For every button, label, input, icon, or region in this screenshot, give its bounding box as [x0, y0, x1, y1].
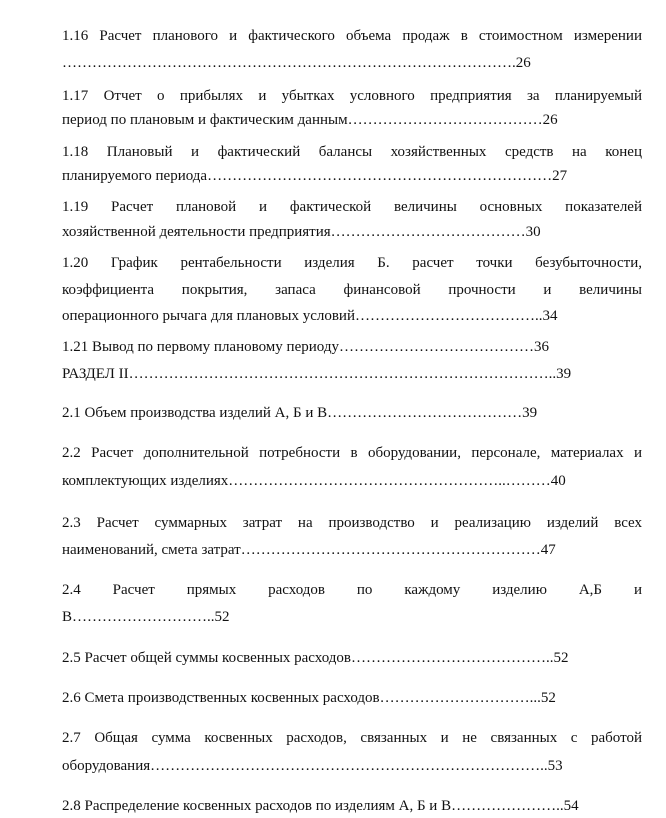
toc-line: ……………………………………………………………………………….26: [62, 55, 531, 71]
toc-line: планируемого периода……………………………………………………………27: [62, 168, 568, 184]
toc-line: 2.3 Расчет суммарных затрат на производство и реализацию изделий всех: [62, 515, 642, 531]
toc-line: 1.19 Расчет плановой и фактической величины основных показателей: [62, 199, 642, 215]
toc-line: В………………………..52: [62, 609, 230, 625]
toc-line: 2.5 Расчет общей суммы косвенных расходов…………………………………..52: [62, 650, 569, 666]
toc-line: 1.18 Плановый и фактический балансы хозяйственных средств на конец: [62, 144, 642, 160]
toc-line: хозяйственной деятельности предприятия…………………………………30: [62, 224, 541, 240]
toc-line: 1.20 График рентабельности изделия Б. расчет точки безубыточности,: [62, 255, 642, 271]
toc-line: РАЗДЕЛ II…………………………………………………………………………..39: [62, 366, 572, 382]
toc-line: период по плановым и фактическим данным…………………………………26: [62, 112, 558, 128]
toc-line: коэффициента покрытия, запаса финансовой прочности и величины: [62, 282, 642, 298]
toc-line: 2.4 Расчет прямых расходов по каждому изделию А,Б и: [62, 582, 642, 598]
toc-line: оборудования……………………………………………………………………..53: [62, 758, 563, 774]
toc-line: 2.8 Распределение косвенных расходов по изделиям А, Б и В…………………..54: [62, 798, 579, 814]
toc-line: 2.6 Смета производственных косвенных расходов…………………………...52: [62, 690, 556, 706]
toc-line: комплектующих изделиях………………………………………………..………40: [62, 473, 566, 489]
toc-line: операционного рычага для плановых условий………………………………..34: [62, 308, 558, 324]
toc-line: наименований, смета затрат……………………………………………………47: [62, 542, 556, 558]
toc-line: 2.1 Объем производства изделий А, Б и В…………………………………39: [62, 405, 538, 421]
toc-line: 1.17 Отчет о прибылях и убытках условного предприятия за планируемый: [62, 88, 642, 104]
toc-line: 2.7 Общая сумма косвенных расходов, связанных и не связанных с работой: [62, 730, 642, 746]
toc-line: 1.16 Расчет планового и фактического объема продаж в стоимостном измерении: [62, 28, 642, 44]
toc-line: 2.2 Расчет дополнительной потребности в оборудовании, персонале, материалах и: [62, 445, 642, 461]
toc-line: 1.21 Вывод по первому плановому периоду…………………………………36: [62, 339, 549, 355]
